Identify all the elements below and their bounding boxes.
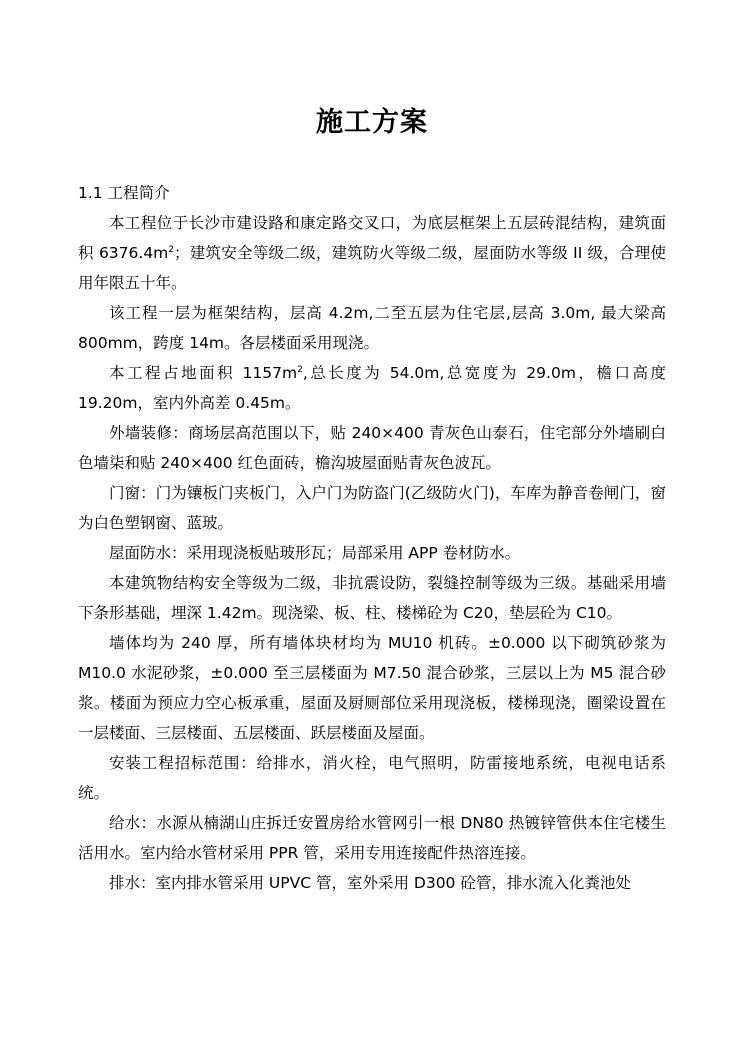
- superscript: 2: [168, 244, 175, 255]
- paragraph: [78, 538, 666, 568]
- paragraph: [78, 628, 666, 748]
- paragraph-text: 本工程位于长沙市建设路和康定路交叉口，为底层框架上五层砖混结构，建筑面积 6376.4m: [78, 214, 666, 262]
- paragraph-list: [78, 208, 666, 898]
- paragraph-text: 屋面防水：采用现浇板贴玻形瓦；局部采用 APP 卷材防水。: [109, 544, 521, 562]
- paragraph: [78, 568, 666, 628]
- paragraph-text: 门窗：门为镶板门夹板门，入户门为防盗门(乙级防火门)，车库为静音卷闸门，窗为白色塑钢窗、蓝玻。: [78, 484, 666, 532]
- paragraph-text: 给水：水源从楠湖山庄拆迁安置房给水管网引一根 DN80 热镀锌管供本住宅楼生活用水。室内给水管材采用 PPR 管，采用专用连接配件热溶连接。: [78, 814, 666, 862]
- paragraph-text: 本建筑物结构安全等级为二级，非抗震设防，裂缝控制等级为三级。基础采用墙下条形基础，埋深 1.42m。现浇梁、板、柱、楼梯砼为 C20，垫层砼为 C10。: [78, 574, 666, 622]
- paragraph-text: 排水：室内排水管采用 UPVC 管，室外采用 D300 砼管，排水流入化粪池处: [109, 874, 631, 892]
- paragraph-text: 该工程一层为框架结构，层高 4.2m,二至五层为住宅层,层高 3.0m, 最大梁高 800mm，跨度 14m。各层楼面采用现浇。: [78, 304, 666, 352]
- paragraph-text: ,总长度为 54.0m,总宽度为 29.0m，檐口高度 19.20m，室内外高差 0.45m。: [78, 364, 666, 412]
- superscript: 2: [297, 364, 303, 375]
- paragraph-text: 墙体均为 240 厚，所有墙体块材均为 MU10 机砖。±0.000 以下砌筑砂浆为 M10.0 水泥砂浆，±0.000 至三层楼面为 M7.50 混合砂浆，三层以上为 M5 混合砂浆。楼面为预应力空心板承重，屋面及厨厕部位采用现浇板，楼梯现浇，圈梁设置在一层楼面、三层楼面、五层楼面、跃层楼面及屋面。: [78, 634, 666, 742]
- document-title: 施工方案: [316, 107, 428, 138]
- paragraph: [78, 748, 666, 808]
- paragraph-text: ；建筑安全等级二级，建筑防火等级二级，屋面防水等级 II 级，合理使用年限五十年。: [78, 244, 666, 292]
- paragraph: [78, 418, 666, 478]
- paragraph: [78, 478, 666, 538]
- paragraph-text: 外墙装修：商场层高范围以下，贴 240×400 青灰色山泰石，住宅部分外墙刷白色墙柒和贴 240×400 红色面砖，檐沟坡屋面贴青灰色波瓦。: [78, 424, 666, 472]
- paragraph: [78, 298, 666, 358]
- paragraph: [78, 358, 666, 418]
- paragraph: [78, 868, 666, 898]
- paragraph-text: 安装工程招标范围：给排水，消火栓，电气照明，防雷接地系统，电视电话系统。: [78, 754, 666, 802]
- section-heading: 1.1 工程简介: [78, 184, 170, 202]
- paragraph-text: 本工程占地面积 1157m: [109, 364, 298, 382]
- paragraph: [78, 208, 666, 298]
- paragraph: [78, 808, 666, 868]
